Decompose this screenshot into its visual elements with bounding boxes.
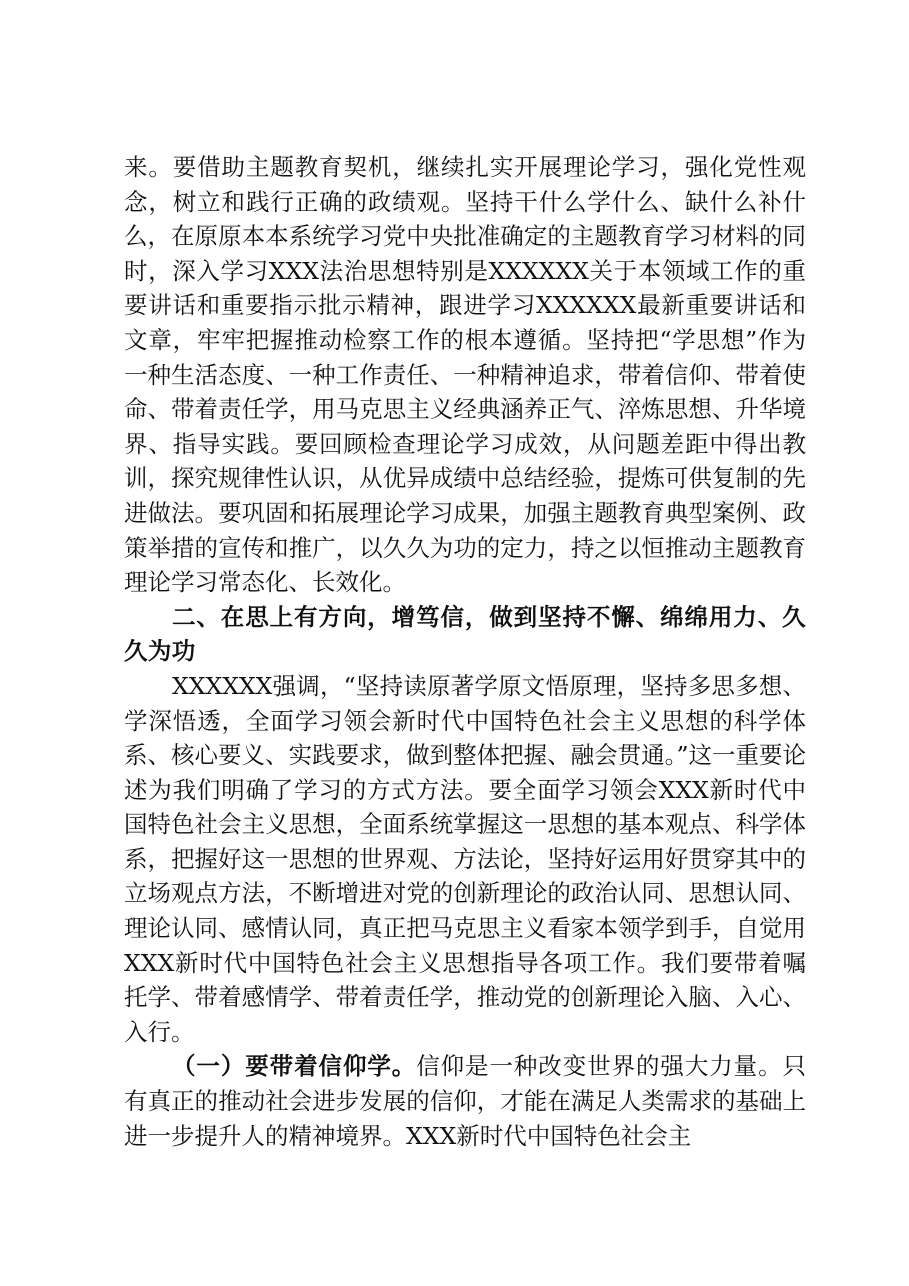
section-heading: 二、在思上有方向，增笃信，做到坚持不懈、绵绵用力、久久为功 (124, 602, 806, 666)
paragraph-3-lead: （一）要带着信仰学。 (172, 1052, 417, 1081)
document-body (124, 150, 806, 1153)
paragraph-3-body: 信仰是一种改变世界的强大力量。只有真正的推动社会进步发展的信仰，才能在满足人类需求的基础上进一步提升人的精神境界。XXX新时代中国特色社会主 (124, 1052, 807, 1150)
paragraph-2: XXXXXX强调，“坚持读原著学原文悟原理，坚持多思多想、学深悟透，全面学习领会新时代中国特色社会主义思想的科学体系、核心要义、实践要求，做到整体把握、融会贯通。”这一重要论述为我们明确了学习的方式方法。要全面学习领会XXX新时代中国特色社会主义思想，全面系统掌握这一思想的基本观点、科学体系，把握好这一思想的世界观、方法论，坚持好运用好贯穿其中的立场观点方法，不断增进对党的创新理论的政治认同、思想认同、理论认同、感情认同，真正把马克思主义看家本领学到手，自觉用XXX新时代中国特色社会主义思想指导各项工作。我们要带着嘱托学、带着感情学、带着责任学，推动党的创新理论入脑、入心、入行。 (124, 671, 806, 1046)
paragraph-3 (124, 1049, 806, 1153)
paragraph-continuation: 来。要借助主题教育契机，继续扎实开展理论学习，强化党性观念，树立和践行正确的政绩观。坚持干什么学什么、缺什么补什么，在原原本本系统学习党中央批准确定的主题教育学习材料的同时，深入学习XXX法治思想特别是XXXXXX关于本领域工作的重要讲话和重要指示批示精神，跟进学习XXXXXX最新重要讲话和文章，牢牢把握推动检察工作的根本遵循。坚持把“学思想”作为一种生活态度、一种工作责任、一种精神追求，带着信仰、带着使命、带着责任学，用马克思主义经典涵养正气、淬炼思想、升华境界、指导实践。要回顾检查理论学习成效，从问题差距中得出教训，探究规律性认识，从优异成绩中总结经验，提炼可供复制的先进做法。要巩固和拓展理论学习成果，加强主题教育典型案例、政策举措的宣传和推广，以久久为功的定力，持之以恒推动主题教育理论学习常态化、长效化。 (124, 153, 806, 597)
